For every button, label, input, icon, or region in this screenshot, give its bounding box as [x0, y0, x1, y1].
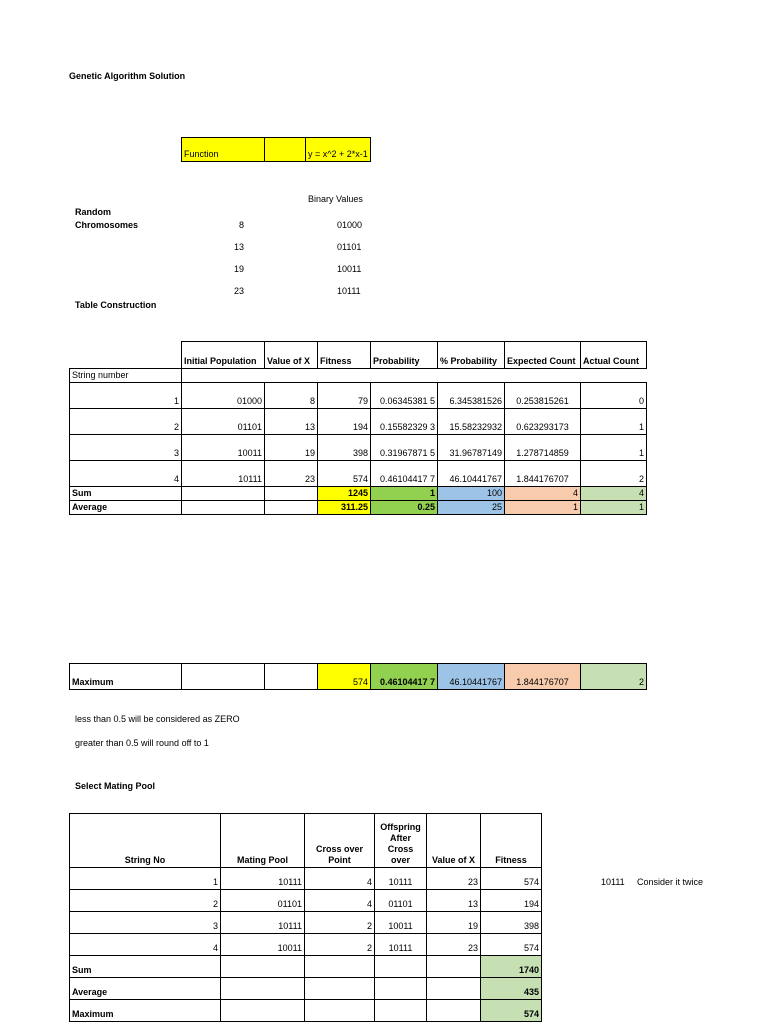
- probability: 0.31967871 5: [371, 435, 438, 461]
- expected-count: 1.844176707: [505, 461, 581, 487]
- value-x: 8: [265, 383, 318, 409]
- actual-count: 2: [581, 461, 647, 487]
- actual-count: 1: [581, 435, 647, 461]
- header-pct-probability: % Probability: [438, 342, 505, 369]
- fitness: 574: [481, 934, 542, 956]
- mating-pool: 10111: [221, 912, 305, 934]
- chromosome-decimal: 8: [238, 220, 244, 230]
- row-number: 2: [70, 409, 182, 435]
- sum-pct-probability: 100: [438, 487, 505, 501]
- value-x: 23: [427, 934, 481, 956]
- offspring: 01101: [375, 890, 427, 912]
- value-x: 13: [265, 409, 318, 435]
- probability: 0.46104417 7: [371, 461, 438, 487]
- row-number: 3: [70, 912, 221, 934]
- average-row: [70, 978, 542, 1000]
- chromosome-binary: 10111: [337, 286, 361, 296]
- maximum-table: [69, 663, 647, 690]
- header-string-no: String No: [70, 814, 221, 868]
- header-expected-count: Expected Count: [505, 342, 581, 369]
- crossover-point: 4: [305, 890, 375, 912]
- header-crossover-point: Cross over Point: [305, 814, 375, 868]
- max-fitness: 574: [318, 664, 371, 690]
- side-note-text: Consider it twice: [637, 877, 704, 887]
- mating-pool: 10111: [221, 868, 305, 890]
- function-formula: y = x^2 + 2*x-1: [306, 138, 371, 162]
- row-number: 1: [70, 383, 182, 409]
- sum-probability: 1: [371, 487, 438, 501]
- side-note-value: 10111: [601, 877, 625, 887]
- fitness: 79: [318, 383, 371, 409]
- value-x: 13: [427, 890, 481, 912]
- value-x: 19: [427, 912, 481, 934]
- sum-label: Sum: [70, 956, 221, 978]
- header-value-x: Value of X: [265, 342, 318, 369]
- note-round: greater than 0.5 will round off to 1: [75, 738, 209, 748]
- max-expected: 1.844176707: [505, 664, 581, 690]
- string-number-label: String number: [70, 369, 182, 383]
- chromosome-decimal: 23: [233, 286, 244, 296]
- row-number: 3: [70, 435, 182, 461]
- header-spacer: [70, 342, 182, 369]
- sum-row: [70, 956, 542, 978]
- avg-pct-probability: 25: [438, 501, 505, 515]
- expected-count: 1.278714859: [505, 435, 581, 461]
- fitness: 194: [481, 890, 542, 912]
- table-row: [70, 934, 542, 956]
- chromosome-binary: 10011: [337, 264, 362, 274]
- maximum-label: Maximum: [70, 1000, 221, 1022]
- probability: 0.06345381 5: [371, 383, 438, 409]
- header-actual-count: Actual Count: [581, 342, 647, 369]
- initial-population: 01000: [182, 383, 265, 409]
- expected-count: 0.623293173: [505, 409, 581, 435]
- avg-fitness: 435: [481, 978, 542, 1000]
- sum-actual: 4: [581, 487, 647, 501]
- table-row: [70, 383, 647, 409]
- sum-label: Sum: [70, 487, 182, 501]
- mating-pool-label: Select Mating Pool: [75, 781, 156, 791]
- chromosome-binary: 01000: [337, 220, 363, 230]
- avg-expected: 1: [505, 501, 581, 515]
- average-label: Average: [70, 978, 221, 1000]
- pct-probability: 6.345381526: [438, 383, 505, 409]
- sum-expected: 4: [505, 487, 581, 501]
- function-label: Function: [182, 138, 265, 162]
- fitness: 398: [481, 912, 542, 934]
- binary-values-label: Binary Values: [308, 194, 363, 204]
- avg-fitness: 311.25: [318, 501, 371, 515]
- header-fitness: Fitness: [318, 342, 371, 369]
- chromosome-binary: 01101: [337, 242, 362, 252]
- pct-probability: 46.10441767: [438, 461, 505, 487]
- initial-population: 01101: [182, 409, 265, 435]
- crossover-point: 2: [305, 934, 375, 956]
- max-probability: 0.46104417 7: [371, 664, 438, 690]
- header-probability: Probability: [371, 342, 438, 369]
- mating-pool: 10011: [221, 934, 305, 956]
- table-row: [70, 461, 647, 487]
- chromosome-decimal: 19: [233, 264, 244, 274]
- page-title: Genetic Algorithm Solution: [69, 71, 186, 81]
- table-row: [70, 868, 542, 890]
- fitness: 194: [318, 409, 371, 435]
- maximum-row: [70, 664, 647, 690]
- mating-pool: 01101: [221, 890, 305, 912]
- row-number: 2: [70, 890, 221, 912]
- table-row: [70, 409, 647, 435]
- random-label: Random: [75, 207, 111, 217]
- avg-probability: 0.25: [371, 501, 438, 515]
- max-actual: 2: [581, 664, 647, 690]
- probability: 0.15582329 3: [371, 409, 438, 435]
- table-row: [70, 890, 542, 912]
- sum-row: [70, 487, 647, 501]
- row-number: 1: [70, 868, 221, 890]
- sum-fitness: 1740: [481, 956, 542, 978]
- note-zero: less than 0.5 will be considered as ZERO: [75, 714, 240, 724]
- max-pct-probability: 46.10441767: [438, 664, 505, 690]
- initial-population: 10011: [182, 435, 265, 461]
- table-row: [70, 435, 647, 461]
- row-number: 4: [70, 934, 221, 956]
- value-x: 19: [265, 435, 318, 461]
- header-value-x: Value of X: [427, 814, 481, 868]
- chromosome-decimal: 13: [233, 242, 244, 252]
- maximum-row: [70, 1000, 542, 1022]
- avg-actual: 1: [581, 501, 647, 515]
- row-number: 4: [70, 461, 182, 487]
- expected-count: 0.253815261: [505, 383, 581, 409]
- pct-probability: 31.96787149: [438, 435, 505, 461]
- value-x: 23: [427, 868, 481, 890]
- header-mating-pool: Mating Pool: [221, 814, 305, 868]
- fitness: 574: [481, 868, 542, 890]
- average-row: [70, 501, 647, 515]
- table-construction-label: Table Construction: [75, 300, 157, 310]
- average-label: Average: [70, 501, 182, 515]
- crossover-point: 2: [305, 912, 375, 934]
- offspring: 10111: [375, 934, 427, 956]
- header-initial-population: Initial Population: [182, 342, 265, 369]
- actual-count: 1: [581, 409, 647, 435]
- actual-count: 0: [581, 383, 647, 409]
- fitness: 398: [318, 435, 371, 461]
- crossover-point: 4: [305, 868, 375, 890]
- population-table: [69, 341, 647, 515]
- function-empty-cell: [265, 138, 306, 162]
- chromosomes-label: Chromosomes: [75, 220, 139, 230]
- header-offspring: Offspring After Cross over: [375, 814, 427, 868]
- max-fitness: 574: [481, 1000, 542, 1022]
- initial-population: 10111: [182, 461, 265, 487]
- header-fitness: Fitness: [481, 814, 542, 868]
- pct-probability: 15.58232932: [438, 409, 505, 435]
- fitness: 574: [318, 461, 371, 487]
- value-x: 23: [265, 461, 318, 487]
- maximum-label: Maximum: [70, 664, 182, 690]
- mating-pool-table: [69, 813, 542, 1022]
- offspring: 10111: [375, 868, 427, 890]
- sum-fitness: 1245: [318, 487, 371, 501]
- offspring: 10011: [375, 912, 427, 934]
- function-box: [181, 137, 371, 162]
- table-row: [70, 912, 542, 934]
